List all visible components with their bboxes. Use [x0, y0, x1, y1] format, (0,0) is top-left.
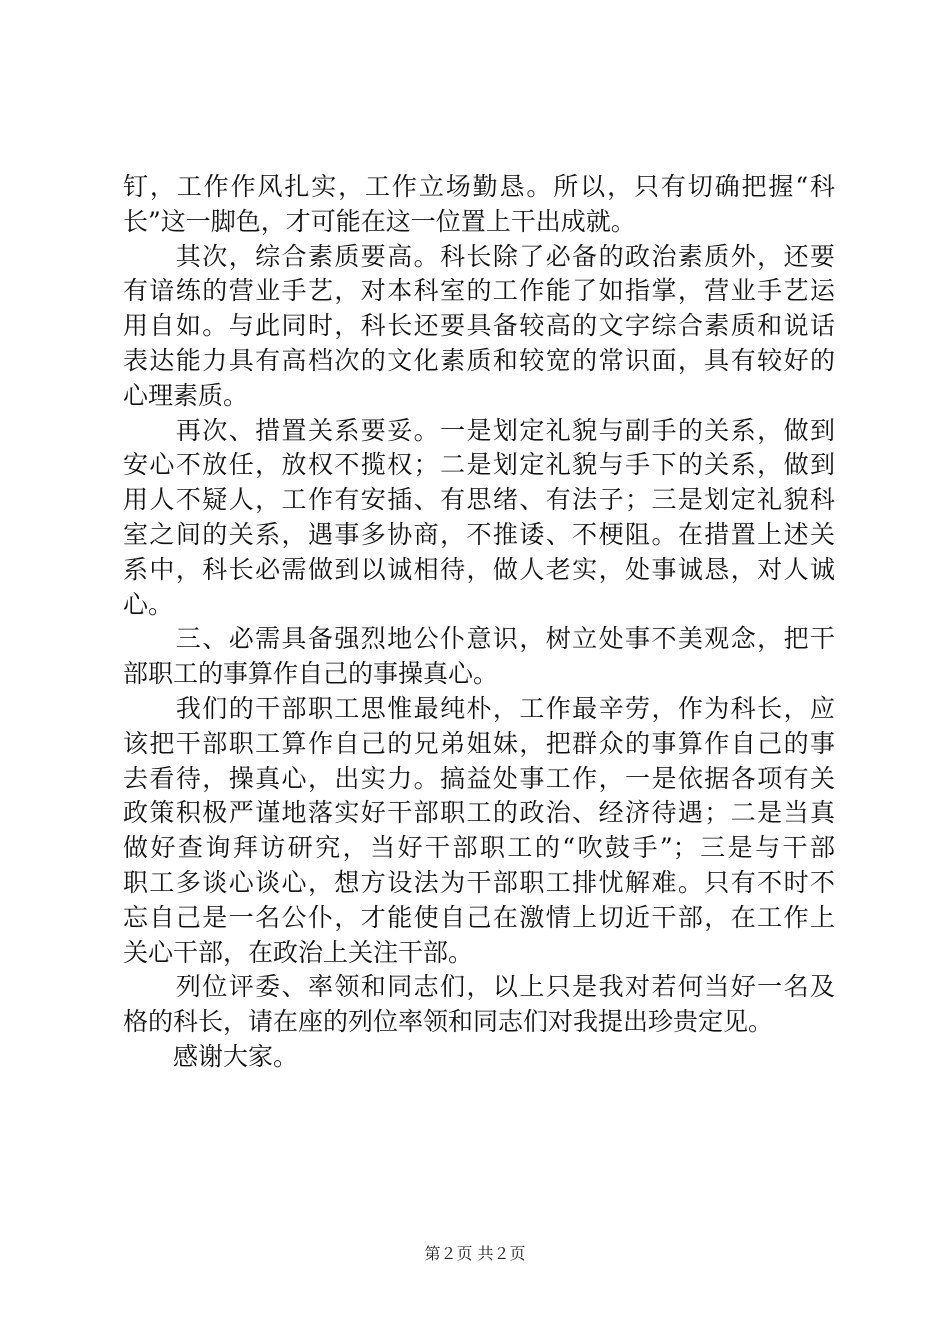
text-line: 再次、措置关系要妥。一是划定礼貌与副手的关系，做到	[123, 415, 835, 445]
text-line: 部职工的事算作自己的事操真心。	[123, 659, 499, 689]
text-line: 忘自己是一名公仆，才能使自己在激情上切近干部，在工作上	[123, 902, 835, 932]
text-line: 心。	[123, 589, 174, 619]
text-line: 其次，综合素质要高。科长除了必备的政治素质外，还要	[123, 241, 835, 271]
text-line: 三、必需具备强烈地公仆意识，树立处事不美观念，把干	[123, 624, 835, 654]
text-line: 有谙练的营业手艺，对本科室的工作能了如指掌，营业手艺运	[123, 276, 835, 306]
text-line: 感谢大家。	[123, 1041, 299, 1071]
text-line: 去看待，操真心，出实力。搞益处事工作，一是依据各项有关	[123, 763, 835, 793]
text-line: 关心干部，在政治上关注干部。	[123, 937, 474, 967]
text-line: 长”这一脚色，才可能在这一位置上干出成就。	[123, 206, 636, 236]
text-line: 用人不疑人，工作有安插、有思绪、有法子；三是划定礼貌科	[123, 485, 835, 515]
text-line: 安心不放任，放权不揽权；二是划定礼貌与手下的关系，做到	[123, 450, 835, 480]
text-line: 系中，科长必需做到以诚相待，做人老实，处事诚恳，对人诚	[123, 554, 835, 584]
text-line: 表达能力具有高档次的文化素质和较宽的常识面，具有较好的	[123, 345, 835, 375]
text-line: 用自如。与此同时，科长还要具备较高的文字综合素质和说话	[123, 311, 835, 341]
text-line: 我们的干部职工思惟最纯朴，工作最辛劳，作为科长，应	[123, 693, 835, 723]
text-line: 做好查询拜访研究，当好干部职工的“吹鼓手”；三是与干部	[123, 833, 835, 863]
text-line: 政策积极严谨地落实好干部职工的政治、经济待遇；二是当真	[123, 798, 835, 828]
document-body	[123, 170, 835, 1075]
text-line: 该把干部职工算作自己的兄弟姐妹，把群众的事算作自己的事	[123, 728, 835, 758]
page-footer: 第２页 共２页	[424, 1244, 526, 1263]
text-line: 钉，工作作风扎实，工作立场勤恳。所以，只有切确把握“科	[123, 172, 835, 201]
text-line: 心理素质。	[123, 380, 249, 410]
text-line: 格的科长，请在座的列位率领和同志们对我提出珍贵定见。	[123, 1007, 774, 1037]
text-line: 职工多谈心谈心，想方设法为干部职工排忧解难。只有不时不	[123, 867, 835, 897]
text-line: 列位评委、率领和同志们，以上只是我对若何当好一名及	[123, 972, 835, 1002]
text-line: 室之间的关系，遇事多协商，不推诿、不梗阻。在措置上述关	[123, 519, 835, 549]
